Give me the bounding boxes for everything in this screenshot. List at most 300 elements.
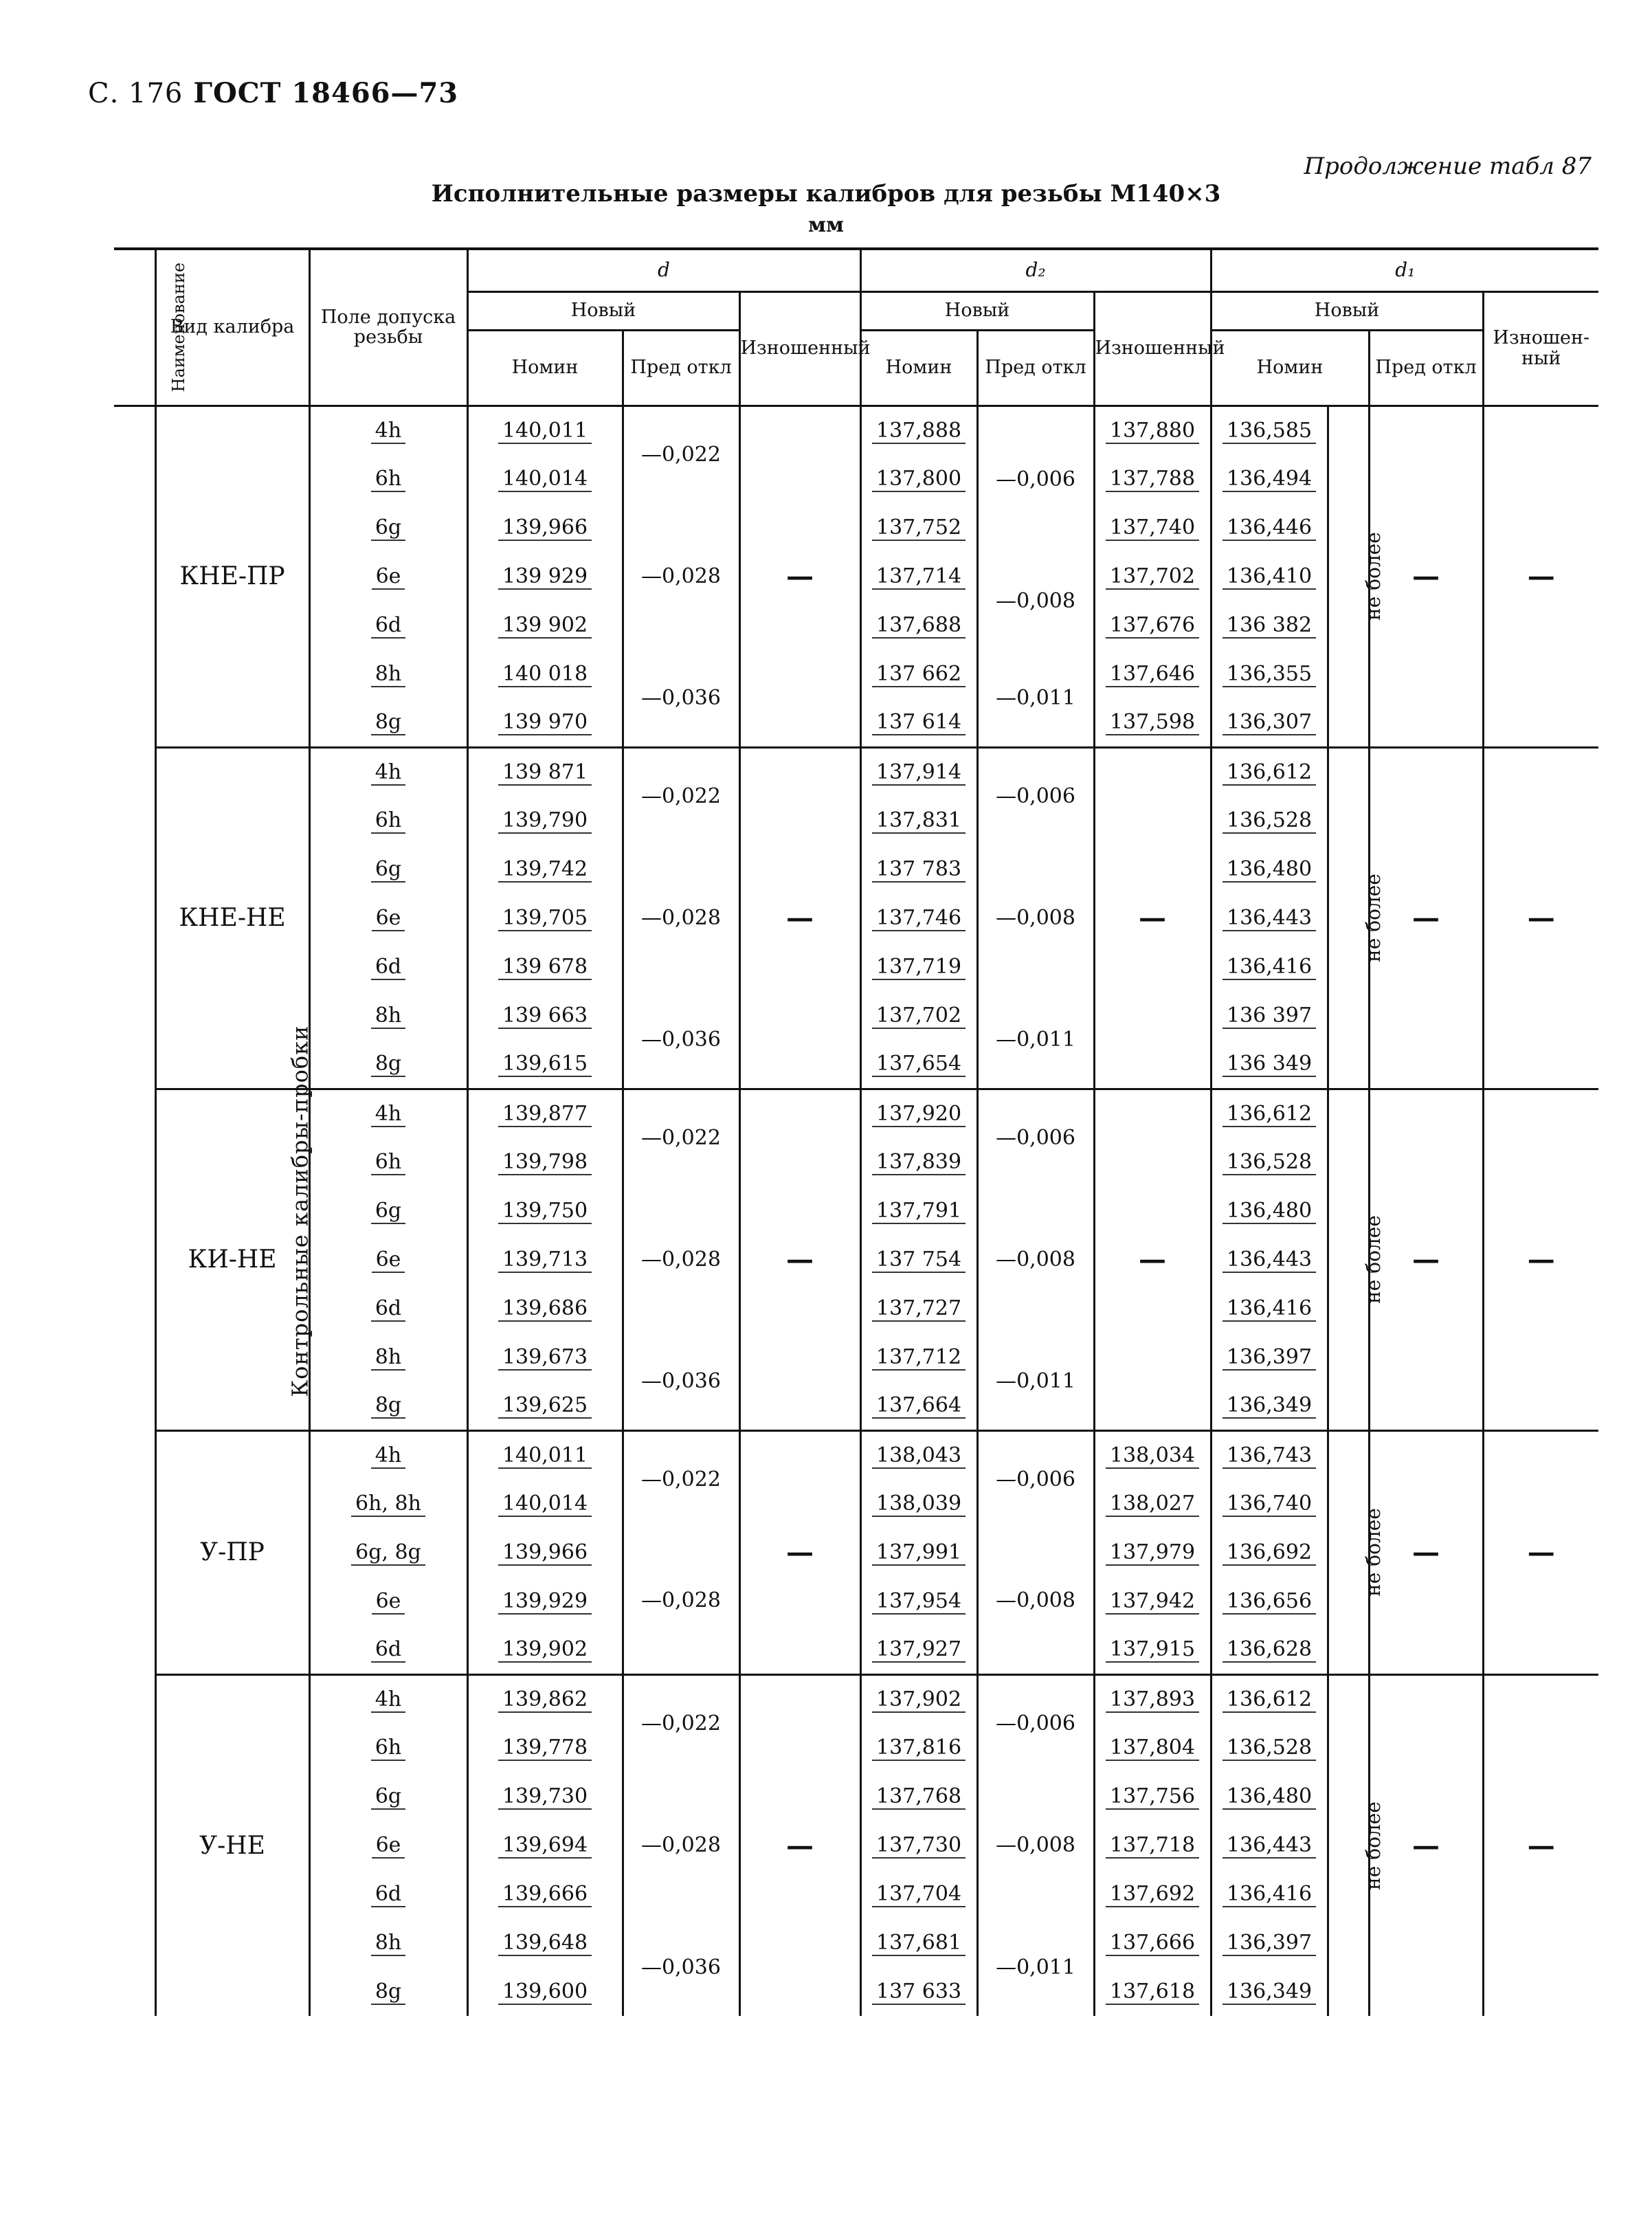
tolerance-field	[309, 1138, 467, 1186]
d-nominal	[467, 1186, 623, 1235]
d2-worn	[1094, 1674, 1211, 1723]
d2-nominal	[860, 1772, 977, 1821]
tolerance-field	[309, 942, 467, 991]
continuation-note: Продолжение табл 87	[1304, 153, 1592, 180]
d2-nominal-value: 137,800	[872, 467, 965, 492]
d2-nominal-value: 137,654	[872, 1052, 965, 1077]
d1-nominal-value: 136,628	[1223, 1637, 1316, 1663]
d-nominal-value: 139,730	[498, 1784, 592, 1810]
tolerance-field	[309, 894, 467, 942]
d2-deviation: —0,008	[977, 1186, 1094, 1333]
d2-worn	[1094, 1430, 1211, 1479]
d-deviation: —0,022	[623, 1089, 739, 1186]
vertical-label: Контрольные калибры-пробки	[287, 1025, 313, 1397]
d-deviation: —0,036	[623, 650, 739, 747]
d1-nominal-value: 136,740	[1223, 1491, 1316, 1517]
d2-nominal	[860, 1040, 977, 1089]
tolerance-field	[309, 1186, 467, 1235]
d-deviation: —0,022	[623, 406, 739, 503]
d2-worn-value: 137,598	[1106, 710, 1199, 735]
d2-worn-value: 137,942	[1106, 1589, 1199, 1615]
d1-nominal	[1211, 1138, 1328, 1186]
d2-worn	[1094, 1772, 1211, 1821]
tolerance-field	[309, 1723, 467, 1772]
d1-nominal	[1211, 1723, 1328, 1772]
d1-nominal-value: 136,656	[1223, 1589, 1316, 1615]
d-nominal	[467, 1674, 623, 1723]
d2-worn-value: 137,646	[1106, 662, 1199, 687]
tolerance-field	[309, 1967, 467, 2016]
d1-nominal	[1211, 601, 1328, 650]
table-row	[114, 1674, 1598, 1723]
d-nominal	[467, 1870, 623, 1918]
tolerance-field-value: 8g	[371, 1393, 405, 1419]
tolerance-field-value: 6g	[371, 857, 405, 883]
d1-nominal	[1211, 650, 1328, 698]
d-deviation: —0,022	[623, 1674, 739, 1772]
d2-nominal	[860, 650, 977, 698]
d-nominal	[467, 1089, 623, 1138]
d2-nominal-value: 137,991	[872, 1540, 965, 1566]
table-row	[114, 747, 1598, 796]
d-worn: —	[739, 1430, 860, 1674]
d2-nominal-value: 137 754	[872, 1247, 965, 1273]
d2-deviation: —0,008	[977, 1528, 1094, 1674]
d-nominal	[467, 1772, 623, 1821]
d2-nominal	[860, 894, 977, 942]
d2-nominal	[860, 1918, 977, 1967]
tolerance-field-value: 8g	[371, 1980, 405, 2005]
not-more-label: не более	[1361, 874, 1385, 962]
d2-nominal	[860, 698, 977, 747]
d1-nominal-value: 136,443	[1223, 906, 1316, 931]
d1-nominal	[1211, 503, 1328, 552]
tolerance-field-value: 4h	[371, 1443, 405, 1469]
d1-nominal	[1211, 406, 1328, 454]
d2-nominal-value: 137 662	[872, 662, 965, 687]
header-d1-new: Новый	[1211, 291, 1483, 330]
d2-nominal	[860, 1528, 977, 1577]
header-d2-nominal: Номин	[860, 330, 977, 406]
d1-deviation-dash: —	[1369, 1430, 1483, 1674]
tolerance-field	[309, 1040, 467, 1089]
header-d1-nominal: Номин	[1211, 330, 1369, 406]
d2-nominal	[860, 942, 977, 991]
d1-nominal	[1211, 894, 1328, 942]
tolerance-field-value: 6e	[372, 1589, 405, 1615]
d-nominal-value: 140,014	[498, 1491, 592, 1517]
d1-nominal	[1211, 1577, 1328, 1626]
d-deviation: —0,028	[623, 1186, 739, 1333]
d-nominal	[467, 1577, 623, 1626]
d1-nominal-value: 136,443	[1223, 1833, 1316, 1859]
d2-nominal	[860, 1479, 977, 1528]
d1-nominal-value: 136,528	[1223, 1150, 1316, 1175]
d1-nominal	[1211, 1772, 1328, 1821]
d2-nominal	[860, 1626, 977, 1674]
gauge-name: КНЕ-НЕ	[155, 747, 309, 1089]
d-nominal-value: 139,625	[498, 1393, 592, 1419]
d-nominal-value: 140 018	[498, 662, 592, 687]
tolerance-field-value: 6h	[371, 467, 405, 492]
tolerance-field-value: 8g	[371, 710, 405, 735]
d-nominal	[467, 1821, 623, 1870]
header-d-deviation: Пред откл	[623, 330, 739, 406]
d-nominal-value: 139,600	[498, 1980, 592, 2005]
d2-nominal-value: 137,791	[872, 1199, 965, 1224]
d1-nominal	[1211, 1040, 1328, 1089]
d-nominal-value: 140,011	[498, 419, 592, 444]
tolerance-field-value: 4h	[371, 1687, 405, 1713]
d-nominal	[467, 796, 623, 845]
d2-nominal	[860, 1577, 977, 1626]
tolerance-field	[309, 1626, 467, 1674]
d-nominal	[467, 1430, 623, 1479]
page-header	[88, 77, 458, 109]
d-worn: —	[739, 406, 860, 747]
d2-nominal-value: 137,752	[872, 515, 965, 541]
d2-nominal	[860, 1723, 977, 1772]
tolerance-field	[309, 1430, 467, 1479]
d-nominal	[467, 698, 623, 747]
tolerance-field	[309, 991, 467, 1040]
d2-worn-value: 137,979	[1106, 1540, 1199, 1566]
not-more-label: не более	[1361, 1215, 1385, 1304]
tolerance-field-value: 6e	[372, 906, 405, 931]
d2-nominal-value: 137,681	[872, 1931, 965, 1956]
tolerance-field-value: 6e	[372, 1833, 405, 1859]
d1-nominal	[1211, 552, 1328, 601]
d-nominal-value: 139,778	[498, 1735, 592, 1761]
d2-nominal-value: 137 633	[872, 1980, 965, 2005]
d2-worn-value: 137,702	[1106, 564, 1199, 590]
gauge-name: У-ПР	[155, 1430, 309, 1674]
tolerance-field	[309, 698, 467, 747]
d2-nominal-value: 137,902	[872, 1687, 965, 1713]
tolerance-field-value: 6d	[371, 1296, 405, 1322]
d2-worn	[1094, 1479, 1211, 1528]
d-nominal	[467, 1235, 623, 1284]
d-nominal	[467, 1528, 623, 1577]
d-nominal-value: 139,666	[498, 1882, 592, 1907]
d1-worn: —	[1483, 1430, 1598, 1674]
gauge-name: КИ-НЕ	[155, 1089, 309, 1430]
d2-nominal	[860, 1235, 977, 1284]
tolerance-field-value: 6d	[371, 955, 405, 980]
page-number: С. 176	[88, 78, 183, 109]
d1-nominal-value: 136,480	[1223, 1784, 1316, 1810]
d1-nominal-value: 136,397	[1223, 1345, 1316, 1371]
d1-nominal	[1211, 1674, 1328, 1723]
d2-deviation: —0,011	[977, 991, 1094, 1089]
d1-nominal-value: 136,692	[1223, 1540, 1316, 1566]
d2-nominal	[860, 1284, 977, 1333]
tolerance-field	[309, 1674, 467, 1723]
tolerance-field-value: 8g	[371, 1052, 405, 1077]
tolerance-field	[309, 1382, 467, 1430]
not-more-label: не более	[1361, 532, 1385, 621]
d-nominal-value: 139,686	[498, 1296, 592, 1322]
d2-worn	[1094, 454, 1211, 503]
gauge-dimensions-table	[114, 247, 1598, 2016]
d2-worn	[1094, 1528, 1211, 1577]
d2-deviation: —0,008	[977, 1772, 1094, 1918]
d1-nominal-value: 136,416	[1223, 955, 1316, 980]
d1-nominal-value: 136,528	[1223, 808, 1316, 834]
d-nominal-value: 139,929	[498, 1589, 592, 1615]
d1-nominal	[1211, 1479, 1328, 1528]
d1-worn: —	[1483, 1674, 1598, 2016]
d-nominal-value: 139,877	[498, 1102, 592, 1127]
d1-nominal-value: 136 349	[1223, 1052, 1316, 1077]
d2-deviation: —0,008	[977, 552, 1094, 650]
d1-nominal	[1211, 1821, 1328, 1870]
d2-deviation: —0,006	[977, 747, 1094, 845]
tolerance-field-value: 8h	[371, 662, 405, 687]
header-tolerance-field: Поле допуска резьбы	[309, 249, 467, 406]
d2-deviation: —0,011	[977, 1918, 1094, 2016]
d-nominal-value: 139,742	[498, 857, 592, 883]
table-row	[114, 406, 1598, 454]
d1-nominal	[1211, 747, 1328, 796]
d-deviation: —0,022	[623, 1430, 739, 1528]
d2-nominal-value: 137 614	[872, 710, 965, 735]
d-nominal-value: 139,694	[498, 1833, 592, 1859]
d2-worn	[1094, 406, 1211, 454]
tolerance-field-value: 8h	[371, 1345, 405, 1371]
d-nominal-value: 139 871	[498, 760, 592, 786]
d-nominal	[467, 991, 623, 1040]
header-naming: Наименование	[114, 249, 155, 406]
d2-deviation: —0,006	[977, 406, 1094, 552]
d2-nominal-value: 137 783	[872, 857, 965, 883]
document-code: ГОСТ 18466—73	[193, 77, 459, 109]
d2-nominal	[860, 1870, 977, 1918]
d2-nominal-value: 137,816	[872, 1735, 965, 1761]
tolerance-field-value: 4h	[371, 760, 405, 786]
d2-nominal	[860, 1333, 977, 1382]
header-d-new: Новый	[467, 291, 739, 330]
table-title: Исполнительные размеры калибров для резьбы M140×3	[431, 180, 1221, 208]
d-nominal	[467, 1626, 623, 1674]
tolerance-field-value: 6d	[371, 613, 405, 639]
d1-deviation-dash: —	[1369, 1674, 1483, 2016]
d-nominal	[467, 1382, 623, 1430]
d2-nominal	[860, 1089, 977, 1138]
d-nominal-value: 139,673	[498, 1345, 592, 1371]
tolerance-field-value: 6g, 8g	[351, 1540, 425, 1566]
d2-nominal	[860, 1382, 977, 1430]
d2-worn-value: 137,756	[1106, 1784, 1199, 1810]
d2-deviation: —0,008	[977, 845, 1094, 991]
d1-nominal	[1211, 796, 1328, 845]
tolerance-field-value: 8h	[371, 1003, 405, 1029]
d2-deviation: —0,011	[977, 1333, 1094, 1430]
header-d2: d₂	[860, 249, 1211, 291]
header-d-worn: Изношенный	[739, 291, 860, 406]
d1-nominal-value: 136,585	[1223, 419, 1316, 444]
table-body	[114, 406, 1598, 2016]
d-nominal-value: 140,011	[498, 1443, 592, 1469]
d1-nominal-value: 136,349	[1223, 1980, 1316, 2005]
d-nominal	[467, 454, 623, 503]
tolerance-field-value: 6g	[371, 1784, 405, 1810]
d2-nominal	[860, 454, 977, 503]
d2-worn	[1094, 1918, 1211, 1967]
d1-nominal	[1211, 845, 1328, 894]
tolerance-field	[309, 1870, 467, 1918]
d2-nominal-value: 137,727	[872, 1296, 965, 1322]
d1-nominal-value: 136,612	[1223, 1687, 1316, 1713]
d-nominal	[467, 1967, 623, 2016]
d2-nominal-value: 137,746	[872, 906, 965, 931]
d2-nominal-value: 138,043	[872, 1443, 965, 1469]
d2-nominal	[860, 1967, 977, 2016]
d-deviation: —0,028	[623, 1528, 739, 1674]
d2-nominal	[860, 845, 977, 894]
tolerance-field	[309, 406, 467, 454]
table-row	[114, 1430, 1598, 1479]
d1-nominal-value: 136,355	[1223, 662, 1316, 687]
d2-worn-value: 137,618	[1106, 1980, 1199, 2005]
d2-worn-value: 138,027	[1106, 1491, 1199, 1517]
tolerance-field-value: 6h	[371, 1735, 405, 1761]
d1-nominal-value: 136,612	[1223, 760, 1316, 786]
d2-worn-value: 137,718	[1106, 1833, 1199, 1859]
tolerance-field-value: 6e	[372, 1247, 405, 1273]
d2-nominal-value: 137,730	[872, 1833, 965, 1859]
d2-nominal	[860, 796, 977, 845]
d2-nominal-value: 137,664	[872, 1393, 965, 1419]
d2-worn	[1094, 1967, 1211, 2016]
d-nominal	[467, 1479, 623, 1528]
header-d2-new: Новый	[860, 291, 1094, 330]
d2-nominal-value: 137,712	[872, 1345, 965, 1371]
d1-nominal	[1211, 1967, 1328, 2016]
d2-nominal-value: 137,768	[872, 1784, 965, 1810]
d1-nominal-value: 136,480	[1223, 1199, 1316, 1224]
d-deviation: —0,028	[623, 845, 739, 991]
d2-nominal	[860, 1186, 977, 1235]
d2-worn	[1094, 1626, 1211, 1674]
tolerance-field-value: 4h	[371, 419, 405, 444]
d1-nominal	[1211, 942, 1328, 991]
d-nominal-value: 139 929	[498, 564, 592, 590]
header-d1: d₁	[1211, 249, 1598, 291]
d-nominal	[467, 601, 623, 650]
d1-nominal-value: 136,443	[1223, 1247, 1316, 1273]
d1-nominal-value: 136,307	[1223, 710, 1316, 735]
tolerance-field-value: 6h, 8h	[351, 1491, 425, 1517]
d2-worn-value: 137,915	[1106, 1637, 1199, 1663]
d-nominal-value: 139 902	[498, 613, 592, 639]
d-nominal-value: 139 678	[498, 955, 592, 980]
d-nominal-value: 139,648	[498, 1931, 592, 1956]
d-nominal-value: 139,902	[498, 1637, 592, 1663]
header-d1-deviation: Пред откл	[1369, 330, 1483, 406]
d2-worn-value: 137,804	[1106, 1735, 1199, 1761]
gauge-name: КНЕ-ПР	[155, 406, 309, 747]
d2-worn-value: 137,740	[1106, 515, 1199, 541]
d1-nominal-value: 136,494	[1223, 467, 1316, 492]
tolerance-field	[309, 601, 467, 650]
d2-nominal-value: 137,954	[872, 1589, 965, 1615]
d1-deviation-dash: —	[1369, 1089, 1483, 1430]
d1-nominal-value: 136,612	[1223, 1102, 1316, 1127]
d1-worn: —	[1483, 747, 1598, 1089]
d-nominal-value: 139,615	[498, 1052, 592, 1077]
tolerance-field	[309, 1772, 467, 1821]
tolerance-field	[309, 1479, 467, 1528]
d1-nominal-value: 136,416	[1223, 1882, 1316, 1907]
header-d2-deviation: Пред откл	[977, 330, 1094, 406]
d2-nominal	[860, 747, 977, 796]
d1-nominal-value: 136,528	[1223, 1735, 1316, 1761]
d-worn: —	[739, 1089, 860, 1430]
d2-nominal	[860, 1821, 977, 1870]
header-d-nominal: Номин	[467, 330, 623, 406]
d2-nominal-value: 137,888	[872, 419, 965, 444]
d1-nominal	[1211, 1235, 1328, 1284]
d2-nominal-value: 137,719	[872, 955, 965, 980]
d-nominal-value: 139,798	[498, 1150, 592, 1175]
d-nominal	[467, 1723, 623, 1772]
d2-nominal-value: 137,927	[872, 1637, 965, 1663]
d2-nominal	[860, 601, 977, 650]
tolerance-field	[309, 796, 467, 845]
d1-nominal-value: 136,397	[1223, 1931, 1316, 1956]
d2-nominal-value: 138,039	[872, 1491, 965, 1517]
d-nominal	[467, 845, 623, 894]
d1-nominal	[1211, 1918, 1328, 1967]
d1-worn: —	[1483, 406, 1598, 747]
d2-nominal	[860, 991, 977, 1040]
d1-nominal-value: 136 397	[1223, 1003, 1316, 1029]
d2-deviation: —0,011	[977, 650, 1094, 747]
d2-nominal	[860, 503, 977, 552]
d-nominal-value: 139 663	[498, 1003, 592, 1029]
tolerance-field	[309, 552, 467, 601]
d2-worn	[1094, 601, 1211, 650]
d-nominal-value: 139,966	[498, 1540, 592, 1566]
d1-nominal-value: 136,410	[1223, 564, 1316, 590]
d-nominal	[467, 894, 623, 942]
d2-nominal	[860, 1138, 977, 1186]
d2-nominal-value: 137,714	[872, 564, 965, 590]
d-deviation: —0,028	[623, 503, 739, 650]
d-nominal	[467, 650, 623, 698]
d1-deviation-dash: —	[1369, 406, 1483, 747]
tolerance-field	[309, 1235, 467, 1284]
tolerance-field-value: 6g	[371, 515, 405, 541]
d1-nominal	[1211, 1333, 1328, 1382]
tolerance-field	[309, 1333, 467, 1382]
d1-nominal	[1211, 1528, 1328, 1577]
tolerance-field-value: 6h	[371, 1150, 405, 1175]
d1-worn: —	[1483, 1089, 1598, 1430]
header-d1-worn: Изношен-ный	[1483, 291, 1598, 406]
d-nominal	[467, 406, 623, 454]
d-deviation: —0,036	[623, 1333, 739, 1430]
d2-nominal-value: 137,839	[872, 1150, 965, 1175]
d-nominal	[467, 552, 623, 601]
d2-worn	[1094, 1821, 1211, 1870]
tolerance-field	[309, 1577, 467, 1626]
d-nominal-value: 140,014	[498, 467, 592, 492]
d-deviation: —0,022	[623, 747, 739, 845]
d-nominal	[467, 1284, 623, 1333]
d1-nominal-value: 136,416	[1223, 1296, 1316, 1322]
